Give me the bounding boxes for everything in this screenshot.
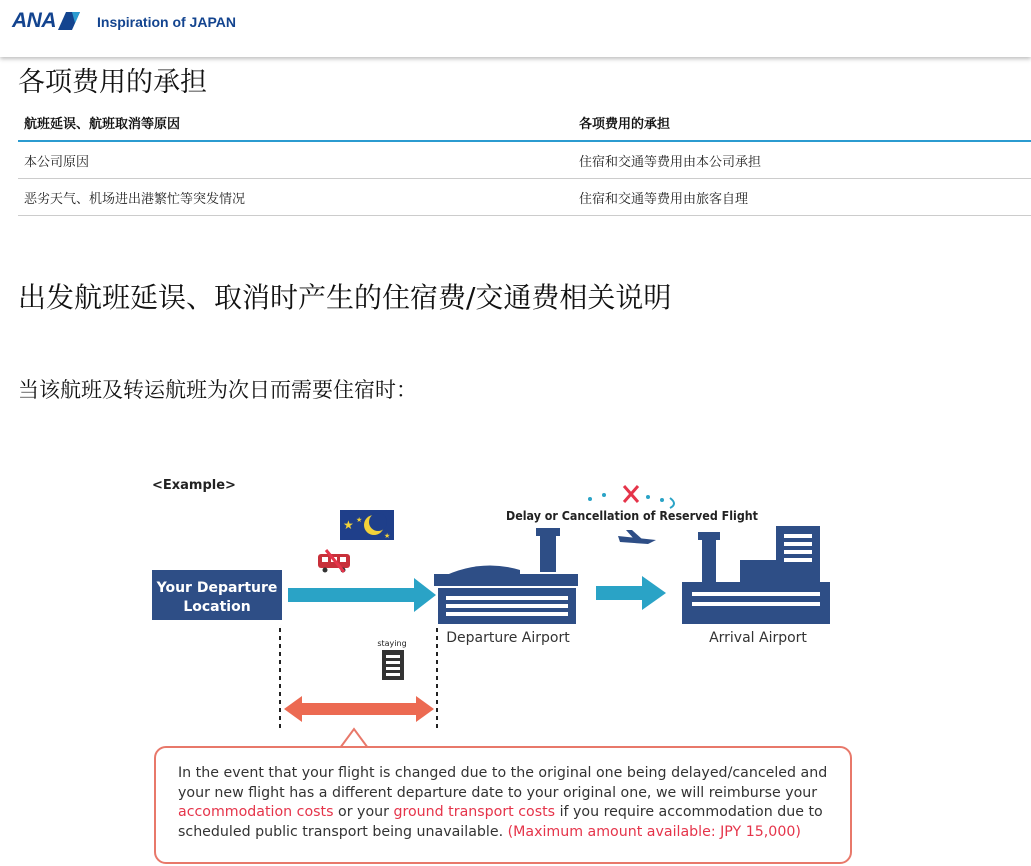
svg-text:★: ★ bbox=[356, 516, 363, 524]
departure-airport-icon bbox=[434, 528, 578, 624]
table-cell: 恶劣天气、机场进出港繁忙等突发情况 bbox=[18, 179, 573, 216]
table-cell: 住宿和交通等费用由本公司承担 bbox=[573, 141, 1031, 179]
night-sky-icon bbox=[340, 510, 394, 540]
delay-label: Delay or Cancellation of Reserved Flight bbox=[506, 509, 759, 523]
table-row bbox=[18, 141, 1031, 179]
tagline: Inspiration of JAPAN bbox=[97, 14, 236, 30]
departure-airport-label: Departure Airport bbox=[446, 630, 570, 646]
departure-location-box bbox=[152, 570, 282, 620]
logo-text: ANA bbox=[12, 9, 56, 32]
site-header bbox=[0, 0, 1031, 57]
staying-label: staying bbox=[377, 639, 407, 648]
no-train-icon bbox=[318, 550, 350, 573]
note-ground-transport-costs: ground transport costs bbox=[393, 804, 556, 820]
note-accommodation-costs: accommodation costs bbox=[178, 804, 334, 820]
svg-text:★: ★ bbox=[343, 518, 354, 532]
column-header-cost: 各项费用的承担 bbox=[573, 104, 1031, 141]
departure-location-line2: Location bbox=[183, 599, 251, 615]
reimbursement-note bbox=[154, 746, 852, 864]
arrow-to-airport-icon bbox=[288, 578, 436, 612]
column-header-reason: 航班延误、航班取消等原因 bbox=[18, 104, 573, 141]
departure-location-line1: Your Departure bbox=[156, 580, 278, 596]
note-text-part1: In the event that your flight is changed due to the original one being delayed/canceled and your new flight has a different departure date to your original one, we will reimburse your bbox=[178, 765, 828, 801]
table-header-row bbox=[18, 104, 1031, 141]
hotel-icon bbox=[382, 650, 404, 680]
stay-span-arrow-icon bbox=[284, 696, 434, 722]
table-cell: 本公司原因 bbox=[18, 141, 573, 179]
note-maximum-amount: (Maximum amount available: JPY 15,000) bbox=[507, 823, 801, 840]
arrival-airport-label: Arrival Airport bbox=[709, 630, 807, 646]
arrival-airport-icon bbox=[682, 526, 830, 624]
section-title-costs: 各项费用的承担 bbox=[18, 67, 207, 98]
plane-icon bbox=[618, 530, 656, 544]
cost-table bbox=[18, 104, 1031, 216]
section-subtitle: 当该航班及转运航班为次日而需要住宿时： bbox=[18, 378, 417, 402]
table-row bbox=[18, 179, 1031, 216]
section-title-explanation: 出发航班延误、取消时产生的住宿费/交通费相关说明 bbox=[18, 281, 672, 314]
example-label: <Example> bbox=[152, 478, 236, 493]
ana-logo[interactable] bbox=[12, 10, 80, 32]
arrow-to-arrival-icon bbox=[596, 576, 666, 610]
note-text-part2: or your bbox=[333, 804, 394, 820]
svg-text:★: ★ bbox=[384, 532, 391, 540]
table-cell: 住宿和交通等费用由旅客自理 bbox=[573, 179, 1031, 216]
note-text-part3: if you require accommodation due to scheduled public transport being unavailable. bbox=[178, 804, 823, 840]
logo-slash-icon bbox=[58, 11, 80, 31]
example-diagram bbox=[140, 470, 860, 750]
cancel-x-icon bbox=[588, 486, 674, 508]
